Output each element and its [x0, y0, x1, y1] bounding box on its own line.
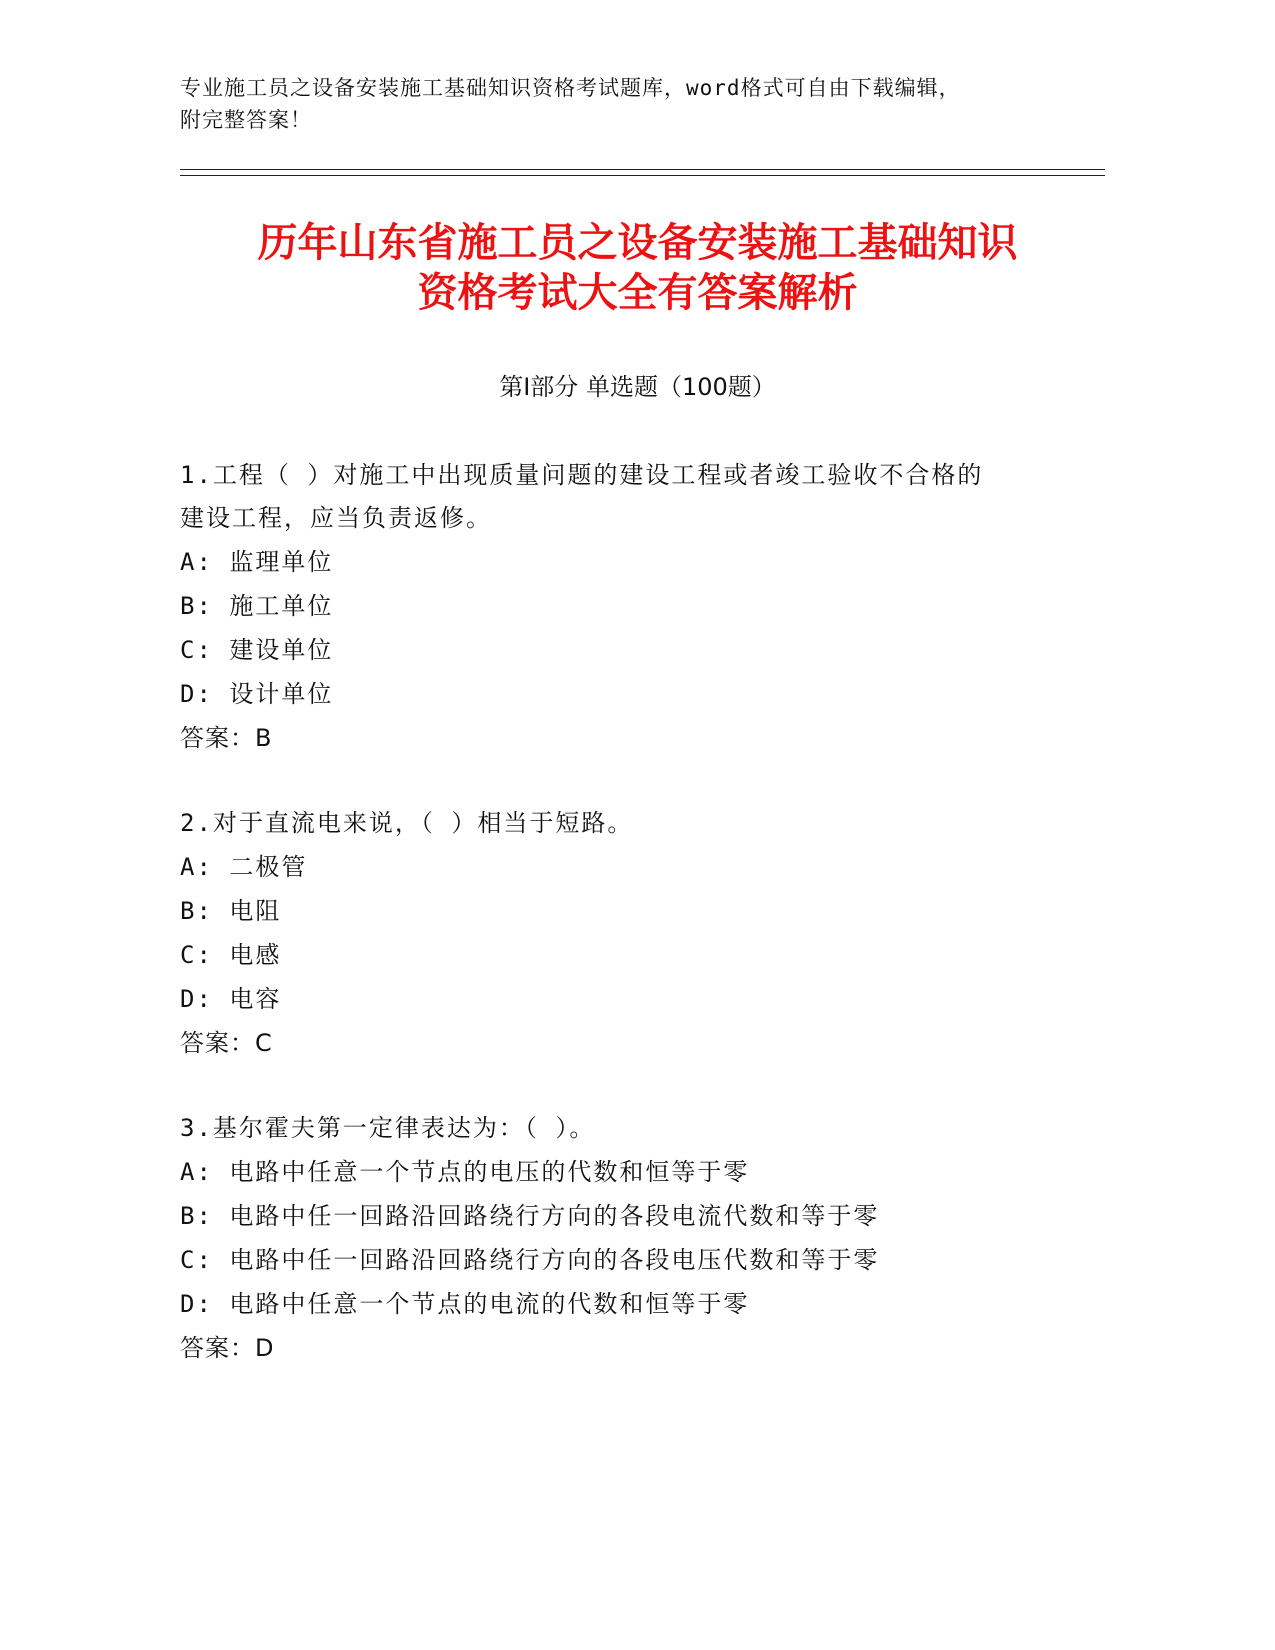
option-c: C: 建设单位 [180, 636, 334, 664]
header-note [180, 72, 1080, 136]
option-b: B: 电路中任一回路沿回路绕行方向的各段电流代数和等于零 [180, 1202, 880, 1230]
header-divider-bottom [180, 175, 1105, 176]
option-b: B: 电阻 [180, 897, 282, 925]
question-stem-line-1: 2.对于直流电来说，（ ）相当于短路。 [180, 809, 634, 837]
header-note-line-2: 附完整答案！ [180, 108, 312, 132]
question-stem-line-1: 3.基尔霍夫第一定律表达为：（ ）。 [180, 1114, 596, 1142]
document-title-line-2: 资格考试大全有答案解析 [417, 270, 858, 316]
option-b: B: 施工单位 [180, 592, 334, 620]
header-note-line-1: 专业施工员之设备安装施工基础知识资格考试题库，word格式可自由下载编辑， [180, 76, 961, 100]
answer: 答案：D [180, 1334, 275, 1362]
question-stem [180, 1107, 1080, 1150]
option-d: D: 设计单位 [180, 680, 334, 708]
question-1 [180, 454, 1080, 760]
option-d: D: 电容 [180, 985, 282, 1013]
option-a: A: 二极管 [180, 853, 308, 881]
answer: 答案：B [180, 724, 273, 752]
question-stem-line-2: 建设工程，应当负责返修。 [180, 504, 492, 532]
question-2 [180, 802, 1080, 1065]
section-heading: 第Ⅰ部分 单选题（100题） [499, 373, 776, 401]
question-3 [180, 1107, 1080, 1370]
answer: 答案：C [180, 1029, 273, 1057]
question-stem [180, 802, 1080, 845]
option-a: A: 监理单位 [180, 548, 334, 576]
header-divider-top [180, 169, 1105, 170]
question-stem-line-1: 1.工程（ ）对施工中出现质量问题的建设工程或者竣工验收不合格的 [180, 461, 984, 489]
document-title-line-1: 历年山东省施工员之设备安装施工基础知识 [257, 220, 1018, 266]
option-c: C: 电感 [180, 941, 282, 969]
option-c: C: 电路中任一回路沿回路绕行方向的各段电压代数和等于零 [180, 1246, 880, 1274]
question-stem [180, 454, 1080, 540]
option-d: D: 电路中任意一个节点的电流的代数和恒等于零 [180, 1290, 750, 1318]
option-a: A: 电路中任意一个节点的电压的代数和恒等于零 [180, 1158, 750, 1186]
document-title [150, 218, 1125, 318]
